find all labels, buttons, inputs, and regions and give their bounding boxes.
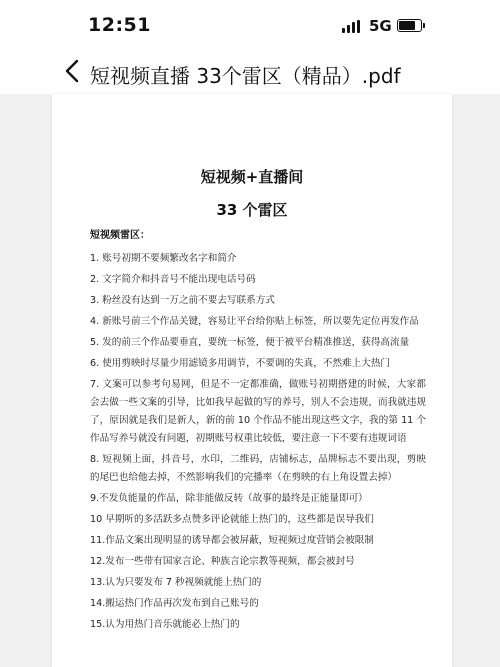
document-subtitle: 33 个雷区 bbox=[216, 201, 288, 219]
list-item: 12.发布一些带有国家言论、种族言论宗教等视频，都会被封号 bbox=[90, 556, 355, 567]
battery-icon bbox=[397, 19, 422, 32]
list-item: 10 早期听的多活跃多点赞多评论就能上热门的，这些都是误导我们 bbox=[90, 514, 374, 525]
list-item: 9.不发负能量的作品，除非能做反转（故事的最终是正能量即可） bbox=[90, 493, 368, 504]
list-item: 14.搬运热门作品再次发布到自己账号的 bbox=[90, 598, 259, 609]
list-item: 11.作品文案出现明显的诱导都会被屏蔽，短视频过度营销会被限制 bbox=[90, 535, 374, 546]
status-bar bbox=[0, 0, 500, 50]
section-heading: 短视频雷区： bbox=[90, 230, 150, 241]
pdf-page bbox=[52, 94, 452, 667]
nav-bar bbox=[0, 50, 500, 94]
cellular-signal-icon bbox=[342, 20, 362, 33]
minefield-list bbox=[90, 250, 426, 637]
document-title: 短视频+直播间 bbox=[200, 168, 304, 186]
status-time: 12:51 bbox=[88, 14, 151, 36]
chevron-left-icon[interactable] bbox=[62, 58, 84, 84]
list-item: 5. 发的前三个作品要垂直，要统一标签，便于被平台精准推送，获得高流量 bbox=[90, 337, 410, 348]
list-item: 1. 账号初期不要频繁改名字和简介 bbox=[90, 253, 237, 264]
list-item: 13.认为只要发布 7 秒视频就能上热门的 bbox=[90, 577, 262, 588]
document-file-name: 短视频直播 33个雷区（精品）.pdf bbox=[90, 64, 401, 88]
list-item: 7. 文案可以参考句易网，但是不一定都准确，做账号初期搭建的时候，大家都会去做一些文案的引导，比如我早起做的写的养号，别人不会违规，而我就违规了，原因就是我们是新人，新的前 10 个作品不能出现这些文字，我的第 11 个作品写养号就没有问题，初期账号权重比较低，要注意一下不要有违规词语 bbox=[90, 379, 426, 444]
pdf-viewer[interactable] bbox=[0, 94, 500, 667]
list-item: 8. 短视频上面，抖音号，水印，二维码，店铺标志，品牌标志不要出现，剪映的尾巴也给他去掉，不然影响我们的完播率（在剪映的右上角设置去掉） bbox=[90, 454, 426, 483]
list-item: 4. 新账号前三个作品关键，容易让平台给你贴上标签，所以要先定位再发作品 bbox=[90, 316, 419, 327]
list-item: 6. 使用剪映时尽量少用滤镜多用调节，不要调的失真，不然难上大热门 bbox=[90, 358, 391, 369]
list-item: 2. 文字简介和抖音号不能出现电话号码 bbox=[90, 274, 256, 285]
battery-level bbox=[399, 21, 415, 30]
list-item: 15.认为用热门音乐就能必上热门的 bbox=[90, 619, 240, 630]
list-item: 3. 粉丝没有达到一万之前不要去写联系方式 bbox=[90, 295, 275, 306]
network-type: 5G bbox=[369, 17, 392, 35]
